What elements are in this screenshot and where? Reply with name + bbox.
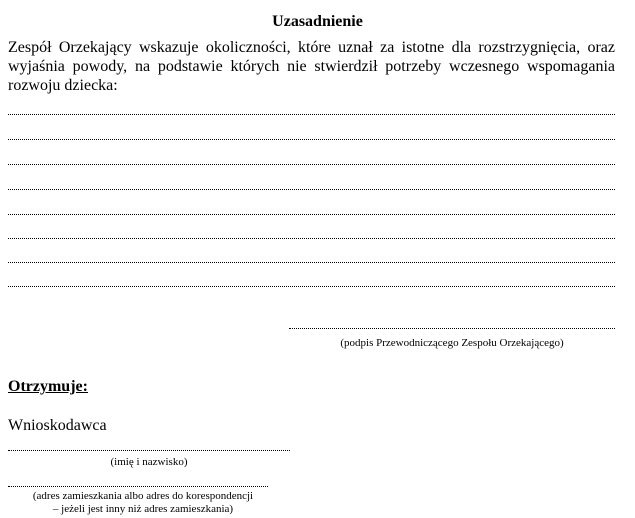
signature-label: (podpis Przewodniczącego Zespołu Orzekającego) bbox=[340, 337, 564, 349]
fill-line-7 bbox=[8, 250, 615, 263]
address-label bbox=[8, 490, 278, 516]
recipients-heading: Otrzymuje: bbox=[8, 378, 88, 395]
justification-paragraph: Zespół Orzekający wskazuje okoliczności, które uznał za istotne dla rozstrzygnięcia, oraz wyjaśnia powody, na podstawie których nie stwierdził potrzeby wczesnego wspomagania rozwoju dziecka: bbox=[8, 39, 615, 94]
document-title: Uzasadnienie bbox=[272, 13, 363, 30]
signature-line bbox=[289, 318, 615, 329]
recipient-name: Wnioskodawca bbox=[8, 417, 107, 434]
address-line bbox=[8, 474, 268, 487]
name-label: (imię i nazwisko) bbox=[110, 456, 188, 468]
fill-line-4 bbox=[8, 177, 615, 190]
fill-line-2 bbox=[8, 127, 615, 140]
address-label-line-2: – jeżeli jest inny niż adres zamieszkania) bbox=[52, 503, 234, 515]
address-label-line-1: (adres zamieszkania albo adres do korespondencji bbox=[32, 490, 254, 502]
fill-line-8 bbox=[8, 274, 615, 287]
fill-line-3 bbox=[8, 152, 615, 165]
fill-line-1 bbox=[8, 102, 615, 115]
fill-line-5 bbox=[8, 202, 615, 215]
fill-line-6 bbox=[8, 226, 615, 239]
name-line bbox=[8, 438, 290, 451]
